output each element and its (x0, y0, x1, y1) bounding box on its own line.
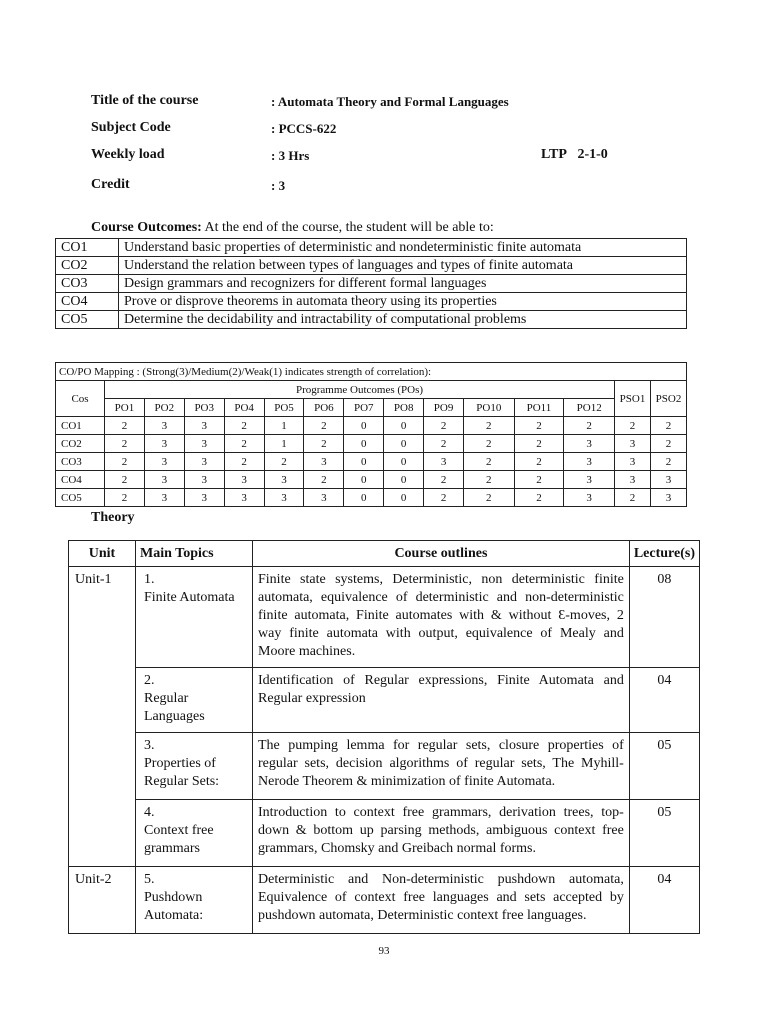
course-outcomes-intro (91, 220, 494, 236)
mapping-value: 1 (264, 435, 304, 453)
mapping-value: 3 (304, 453, 344, 471)
mapping-value: 3 (564, 471, 615, 489)
mapping-value: 3 (264, 489, 304, 507)
course-title-label: Title of the course (91, 93, 199, 108)
page-number: 93 (378, 945, 390, 957)
column-header: PO5 (264, 399, 304, 417)
mapping-value: 0 (384, 417, 424, 435)
topic-cell (136, 800, 253, 867)
topic-name: Context free grammars (144, 823, 214, 856)
column-header: PSO2 (651, 381, 687, 417)
mapping-value: 0 (344, 435, 384, 453)
lectures-cell: 04 (629, 867, 699, 934)
topic-cell (136, 668, 253, 733)
mapping-value: 2 (464, 417, 515, 435)
co-id: CO3 (56, 275, 119, 293)
mapping-value: 3 (144, 417, 184, 435)
subject-code-value: : PCCS-622 (271, 121, 337, 136)
mapping-value: 2 (514, 417, 564, 435)
mapping-value: 3 (615, 435, 651, 453)
topic-number: 4. (144, 805, 155, 820)
mapping-value: 3 (144, 489, 184, 507)
co-text: Prove or disprove theorems in automata theory using its properties (119, 293, 687, 311)
mapping-value: 2 (105, 417, 145, 435)
mapping-value: 3 (184, 453, 224, 471)
mapping-value: 2 (464, 435, 515, 453)
column-header: PO3 (184, 399, 224, 417)
unit-cell: Unit-2 (69, 867, 136, 934)
topic-name: Finite Automata (144, 590, 235, 605)
mapping-value: 2 (105, 435, 145, 453)
mapping-value: 2 (424, 435, 464, 453)
column-header: PO8 (384, 399, 424, 417)
table-row (56, 257, 687, 275)
weekly-load-value: : 3 Hrs (271, 148, 310, 163)
column-header: PO7 (344, 399, 384, 417)
mapping-value: 2 (514, 453, 564, 471)
co-po-mapping-table (55, 362, 687, 507)
mapping-value: 3 (564, 435, 615, 453)
co-row-label: CO2 (56, 435, 105, 453)
column-header: PO1 (105, 399, 145, 417)
course-title-value: : Automata Theory and Formal Languages (271, 94, 509, 109)
mapping-value: 2 (105, 489, 145, 507)
mapping-value: 3 (564, 453, 615, 471)
co-row-label: CO4 (56, 471, 105, 489)
mapping-value: 3 (184, 471, 224, 489)
co-row-label: CO5 (56, 489, 105, 507)
co-id: CO2 (56, 257, 119, 275)
table-row (56, 417, 687, 435)
mapping-value: 2 (615, 489, 651, 507)
ltp-value: 2-1-0 (577, 147, 608, 162)
mapping-value: 2 (424, 489, 464, 507)
column-header: PO2 (144, 399, 184, 417)
theory-table (68, 540, 700, 934)
column-header: PO10 (464, 399, 515, 417)
topic-cell (136, 567, 253, 668)
mapping-value: 2 (105, 471, 145, 489)
mapping-value: 2 (464, 471, 515, 489)
mapping-value: 0 (384, 471, 424, 489)
mapping-value: 0 (344, 417, 384, 435)
mapping-value: 2 (514, 489, 564, 507)
topic-number: 1. (144, 572, 155, 587)
weekly-load-label: Weekly load (91, 147, 165, 162)
table-row (56, 489, 687, 507)
mapping-value: 2 (651, 435, 687, 453)
mapping-value: 0 (384, 453, 424, 471)
column-header: PO4 (224, 399, 264, 417)
mapping-value: 0 (384, 435, 424, 453)
outline-cell: Finite state systems, Deterministic, non deterministic finite automata, equivalence of deterministic and non-deterministic finite automata, Finite automates with & without Ɛ-moves, 2 way finite automata with output, equivalence of Mealy and Moore machines. (253, 567, 630, 668)
table-row (56, 275, 687, 293)
mapping-value: 2 (304, 471, 344, 489)
mapping-value: 3 (304, 489, 344, 507)
mapping-value: 3 (184, 489, 224, 507)
unit-header: Unit (69, 541, 136, 567)
cos-header: Cos (56, 381, 105, 417)
course-outcomes-intro-text: At the end of the course, the student will be able to: (201, 220, 494, 235)
lectures-cell: 05 (629, 800, 699, 867)
table-row (69, 733, 700, 800)
ltp-label: LTP (541, 147, 567, 162)
mapping-value: 2 (224, 435, 264, 453)
mapping-value: 3 (184, 417, 224, 435)
credit-label: Credit (91, 177, 130, 192)
topic-name: Properties of Regular Sets: (144, 756, 220, 789)
table-row (56, 435, 687, 453)
table-row (69, 567, 700, 668)
co-row-label: CO3 (56, 453, 105, 471)
topic-cell (136, 733, 253, 800)
column-header: PSO1 (615, 381, 651, 417)
mapping-value: 2 (514, 471, 564, 489)
table-row (56, 471, 687, 489)
mapping-caption-row (56, 363, 687, 381)
course-outcomes-table (55, 238, 687, 329)
main-topics-header: Main Topics (136, 541, 253, 567)
topic-name: Regular Languages (144, 691, 205, 724)
outline-cell: Introduction to context free grammars, derivation trees, top-down & bottom up parsing methods, ambiguous context free grammars, Chomsky and Greibach normal forms. (253, 800, 630, 867)
mapping-value: 2 (564, 417, 615, 435)
course-outcomes-heading: Course Outcomes: (91, 220, 202, 235)
unit-cell (69, 800, 136, 867)
unit-cell: Unit-1 (69, 567, 136, 668)
co-id: CO1 (56, 239, 119, 257)
mapping-value: 2 (651, 453, 687, 471)
ltp (541, 147, 608, 163)
mapping-value: 3 (144, 471, 184, 489)
lectures-header: Lecture(s) (629, 541, 699, 567)
mapping-value: 3 (224, 471, 264, 489)
mapping-value: 2 (264, 453, 304, 471)
topic-name: Pushdown Automata: (144, 890, 204, 923)
mapping-value: 2 (651, 417, 687, 435)
mapping-value: 3 (651, 471, 687, 489)
column-header: PO6 (304, 399, 344, 417)
co-id: CO4 (56, 293, 119, 311)
mapping-value: 3 (264, 471, 304, 489)
table-row (56, 239, 687, 257)
column-header: PO11 (514, 399, 564, 417)
theory-header-row (69, 541, 700, 567)
mapping-value: 0 (384, 489, 424, 507)
po-group-header: Programme Outcomes (POs) (105, 381, 615, 399)
table-row (56, 453, 687, 471)
table-row (56, 293, 687, 311)
mapping-value: 3 (615, 453, 651, 471)
outline-cell: Identification of Regular expressions, Finite Automata and Regular expression (253, 668, 630, 733)
theory-heading: Theory (91, 510, 135, 525)
mapping-header-row (56, 399, 687, 417)
credit-value: : 3 (271, 178, 286, 193)
table-row (69, 668, 700, 733)
mapping-value: 3 (144, 435, 184, 453)
co-text: Understand basic properties of deterministic and nondeterministic finite automata (119, 239, 687, 257)
outline-cell: Deterministic and Non-deterministic pushdown automata, Equivalence of context free languages and sets accepted by pushdown automata, Deterministic context free languages. (253, 867, 630, 934)
column-header: PO12 (564, 399, 615, 417)
lectures-cell: 08 (629, 567, 699, 668)
mapping-value: 2 (464, 453, 515, 471)
mapping-value: 3 (224, 489, 264, 507)
table-row (56, 311, 687, 329)
mapping-value: 1 (264, 417, 304, 435)
mapping-value: 0 (344, 489, 384, 507)
mapping-value: 2 (424, 417, 464, 435)
mapping-value: 3 (564, 489, 615, 507)
mapping-group-row (56, 381, 687, 399)
topic-cell (136, 867, 253, 934)
table-row (69, 867, 700, 934)
mapping-value: 0 (344, 453, 384, 471)
mapping-value: 0 (344, 471, 384, 489)
course-outlines-header: Course outlines (253, 541, 630, 567)
co-text: Determine the decidability and intractability of computational problems (119, 311, 687, 329)
mapping-value: 3 (651, 489, 687, 507)
mapping-value: 2 (224, 453, 264, 471)
topic-number: 3. (144, 738, 155, 753)
co-row-label: CO1 (56, 417, 105, 435)
column-header: PO9 (424, 399, 464, 417)
unit-cell (69, 733, 136, 800)
mapping-value: 3 (144, 453, 184, 471)
mapping-value: 3 (424, 453, 464, 471)
topic-number: 5. (144, 872, 155, 887)
mapping-value: 3 (184, 435, 224, 453)
outline-cell: The pumping lemma for regular sets, closure properties of regular sets, decision algorithms of regular sets, The Myhill-Nerode Theorem & minimization of finite Automata. (253, 733, 630, 800)
subject-code-label: Subject Code (91, 120, 171, 135)
co-id: CO5 (56, 311, 119, 329)
co-text: Design grammars and recognizers for different formal languages (119, 275, 687, 293)
mapping-value: 2 (424, 471, 464, 489)
mapping-value: 2 (224, 417, 264, 435)
mapping-value: 2 (304, 417, 344, 435)
mapping-value: 3 (615, 471, 651, 489)
mapping-value: 2 (514, 435, 564, 453)
mapping-value: 2 (304, 435, 344, 453)
mapping-caption: CO/PO Mapping : (Strong(3)/Medium(2)/Weak(1) indicates strength of correlation): (56, 363, 687, 381)
lectures-cell: 04 (629, 668, 699, 733)
mapping-value: 2 (105, 453, 145, 471)
table-row (69, 800, 700, 867)
lectures-cell: 05 (629, 733, 699, 800)
unit-cell (69, 668, 136, 733)
topic-number: 2. (144, 673, 155, 688)
mapping-value: 2 (615, 417, 651, 435)
mapping-value: 2 (464, 489, 515, 507)
co-text: Understand the relation between types of languages and types of finite automata (119, 257, 687, 275)
